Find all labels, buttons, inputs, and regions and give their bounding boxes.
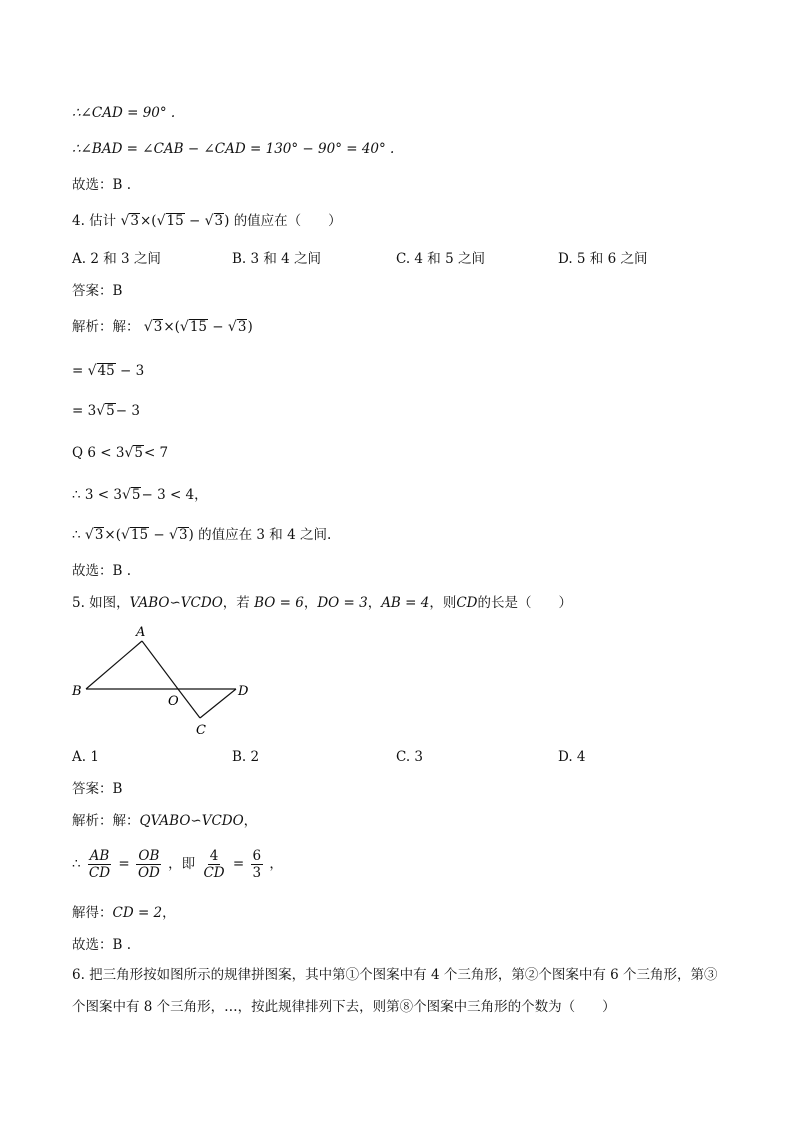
q5-choice: 故选：B .	[72, 937, 132, 953]
q4-step-1: = √45 − 3	[72, 363, 145, 379]
q4-analysis	[72, 318, 253, 336]
q4-option-d: D. 5 和 6 之间	[558, 251, 648, 267]
q4-choice: 故选：B .	[72, 563, 132, 579]
segment-ao	[142, 641, 178, 689]
segment-cd	[200, 689, 236, 718]
q5-analysis: 解析：解：QVABO∽VCDO，	[72, 813, 258, 829]
line-cad: ∴∠CAD = 90° .	[72, 105, 176, 121]
segment-oc	[178, 689, 200, 718]
q4-step-2: = 3√5− 3	[72, 403, 140, 419]
q5-option-c: C. 3	[396, 749, 424, 765]
choice-q3: 故选：B .	[72, 177, 132, 193]
label-d: D	[238, 684, 249, 699]
q5-option-b: B. 2	[232, 749, 260, 765]
label-o: O	[168, 694, 179, 709]
q4-prefix: 4. 估计	[72, 213, 117, 229]
q4-answer: 答案：B	[72, 283, 123, 299]
q4-option-b: B. 3 和 4 之间	[232, 251, 322, 267]
fraction-6-3: $\frac{6}{3}$	[252, 848, 262, 881]
q4-analysis-expression: √3×(√15 − √3)	[143, 319, 253, 335]
q5-proportion: ∴ $\frac{AB}{CD}$ = $\frac{OB}{OD}$ ，即 $\frac{4}{CD}$ = $\frac{6}{3}$ ，	[72, 848, 283, 881]
question-6-line-2: 个图案中有 8 个三角形，…，按此规律排列下去，则第⑧个图案中三角形的个数为（ ）	[72, 999, 616, 1015]
q4-suffix: 的值应在（ ）	[233, 213, 342, 229]
similar-triangles-diagram	[70, 620, 270, 740]
label-b: B	[72, 684, 82, 699]
question-6-line-1: 6. 把三角形按如图所示的规律拼图案，其中第①个图案中有 4 个三角形，第②个图案中有 6 个三角形，第③	[72, 967, 718, 983]
q5-option-d: D. 4	[558, 749, 586, 765]
label-a: A	[136, 625, 146, 640]
question-5: 5. 如图，VABO∽VCDO，若 BO = 6，DO = 3，AB = 4，则CD的长是（ ）	[72, 595, 572, 611]
line-bad: ∴∠BAD = ∠CAB − ∠CAD = 130° − 90° = 40° .	[72, 141, 395, 157]
label-c: C	[196, 723, 206, 738]
fraction-ab-cd: $\frac{AB}{CD}$	[88, 848, 111, 881]
q5-answer: 答案：B	[72, 781, 123, 797]
q5-option-a: A. 1	[72, 749, 99, 765]
q4-option-c: C. 4 和 5 之间	[396, 251, 485, 267]
q4-analysis-label: 解析：解：	[72, 319, 140, 335]
q4-step-5: ∴ √3×(√15 − √3) 的值应在 3 和 4 之间.	[72, 527, 332, 543]
segment-ba	[86, 641, 142, 689]
q5-solve: 解得：CD = 2，	[72, 905, 176, 921]
q4-expression: √3×(√15 − √3)	[120, 213, 230, 229]
q4-step-3: Q 6 < 3√5< 7	[72, 445, 169, 461]
q4-option-a: A. 2 和 3 之间	[72, 251, 161, 267]
q4-step-4: ∴ 3 < 3√5− 3 < 4，	[72, 487, 208, 503]
fraction-4-cd: $\frac{4}{CD}$	[203, 848, 225, 881]
question-4	[72, 212, 342, 230]
fraction-ob-od: $\frac{OB}{OD}$	[137, 848, 160, 881]
